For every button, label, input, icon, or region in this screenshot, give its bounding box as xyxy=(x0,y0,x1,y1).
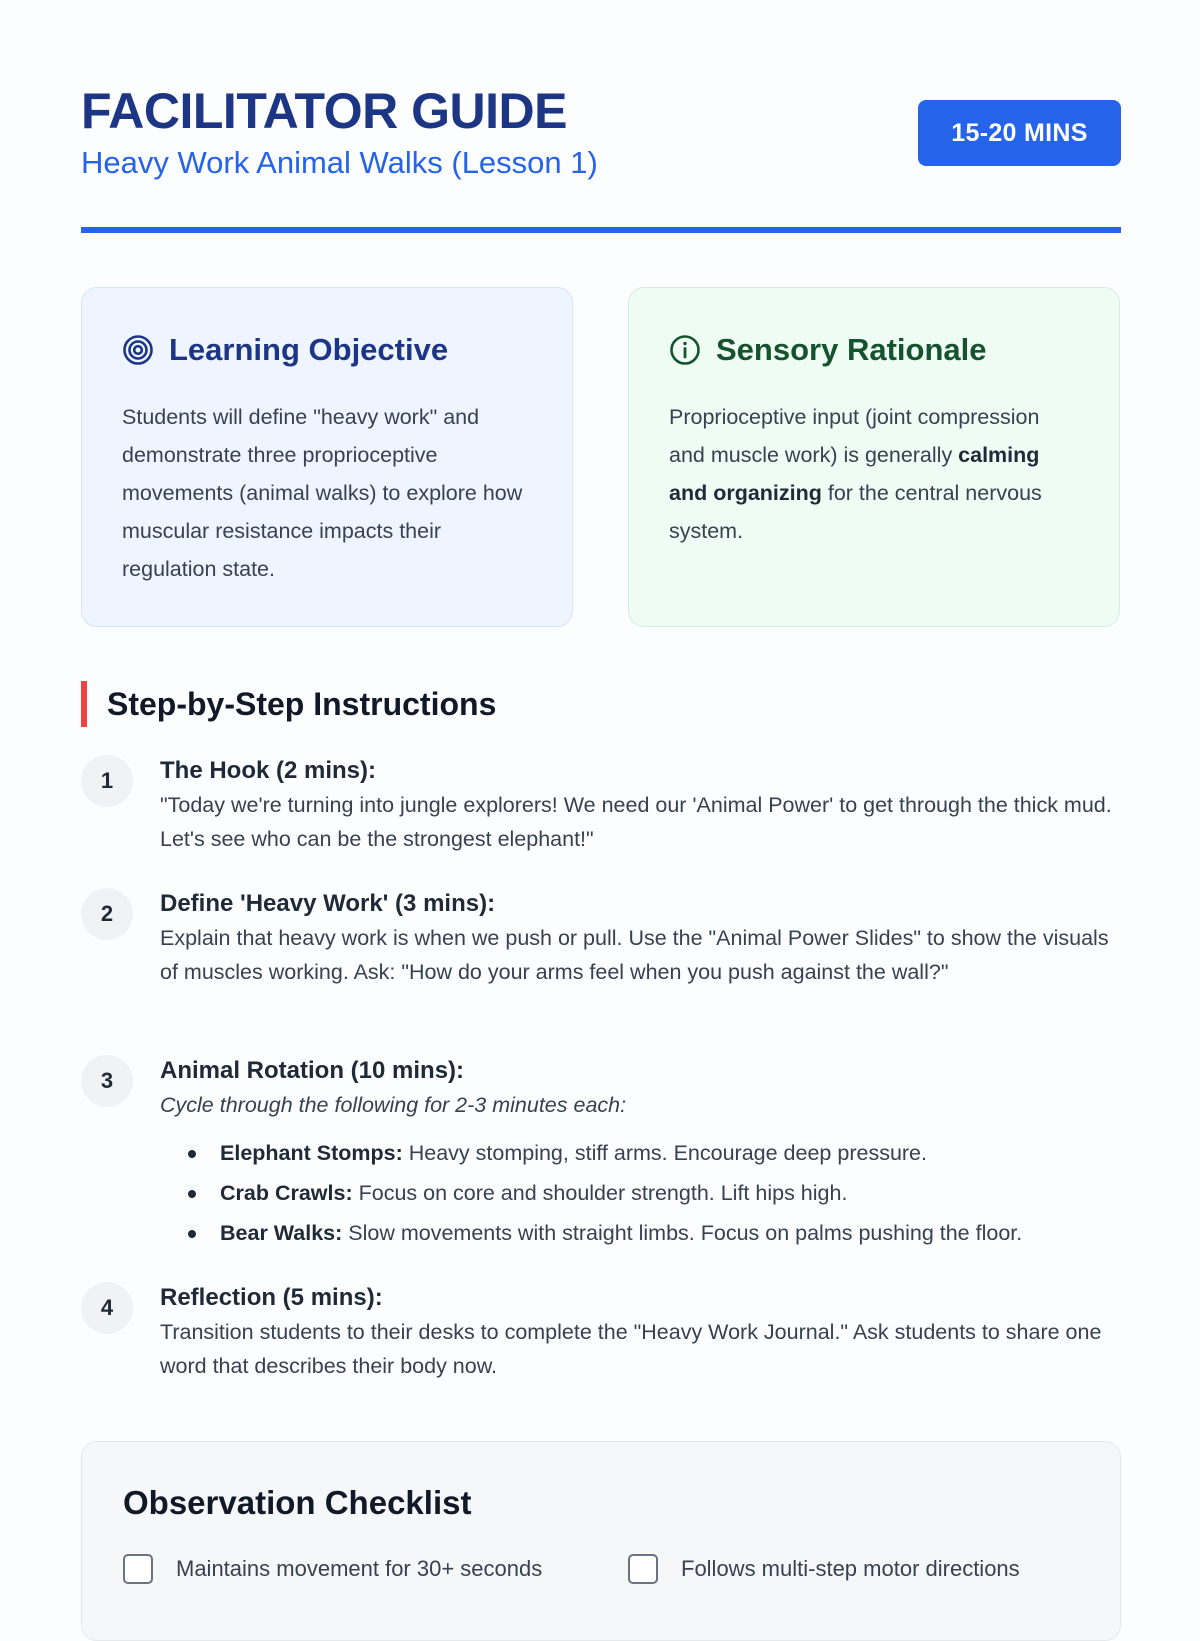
list-item: Bear Walks: Slow movements with straight limbs. Focus on palms pushing the floor. xyxy=(160,1213,1122,1253)
animal-list xyxy=(160,1133,1122,1253)
step-text: "Today we're turning into jungle explorers! We need our 'Animal Power' to get through the thick mud. Let's see who can be the strongest elephant!" xyxy=(160,793,1112,851)
instructions-heading xyxy=(81,681,496,727)
sensory-rationale-card xyxy=(628,287,1120,627)
step-text: Transition students to their desks to complete the "Heavy Work Journal." Ask students to share one word that describes their body now. xyxy=(160,1320,1102,1378)
list-item: Elephant Stomps: Heavy stomping, stiff arms. Encourage deep pressure. xyxy=(160,1133,1122,1173)
duration-badge: 15-20 MINS xyxy=(918,100,1121,166)
page-title: FACILITATOR GUIDE xyxy=(81,83,567,139)
sensory-rationale-title: Sensory Rationale xyxy=(716,332,987,367)
checklist-label: Follows multi-step motor directions xyxy=(681,1556,1020,1581)
checkbox[interactable] xyxy=(123,1554,153,1584)
checklist-item[interactable] xyxy=(628,1554,1020,1584)
checklist-item[interactable] xyxy=(123,1554,542,1584)
info-icon xyxy=(669,334,701,366)
step-title: Define 'Heavy Work' (3 mins): xyxy=(160,890,496,917)
list-item: Crab Crawls: Focus on core and shoulder strength. Lift hips high. xyxy=(160,1173,1122,1213)
step-number: 1 xyxy=(81,755,133,807)
step-title: Animal Rotation (10 mins): xyxy=(160,1057,465,1084)
step-title: Reflection (5 mins): xyxy=(160,1284,383,1311)
emphasis-text: calming and organizing xyxy=(669,443,1040,505)
heading-accent-bar xyxy=(81,681,87,727)
step-text: Cycle through the following for 2-3 minutes each: xyxy=(160,1093,627,1117)
step-text: Explain that heavy work is when we push or pull. Use the "Animal Power Slides" to show the visuals of muscles working. Ask: "How do your arms feel when you push against the wall?" xyxy=(160,926,1109,984)
target-icon xyxy=(122,334,154,366)
learning-objective-card xyxy=(81,287,573,627)
step-number: 3 xyxy=(81,1055,133,1107)
sensory-rationale-text: Proprioceptive input (joint compression and muscle work) is generally calming and organizing for the central nervous system. xyxy=(669,405,1042,543)
instructions-title: Step-by-Step Instructions xyxy=(107,685,497,722)
checklist-title: Observation Checklist xyxy=(123,1484,472,1521)
step-number: 2 xyxy=(81,888,133,940)
step-number: 4 xyxy=(81,1282,133,1334)
observation-checklist xyxy=(81,1441,1121,1641)
learning-objective-title: Learning Objective xyxy=(169,332,449,367)
checklist-label: Maintains movement for 30+ seconds xyxy=(176,1556,543,1581)
lesson-subtitle: Heavy Work Animal Walks (Lesson 1) xyxy=(81,145,598,180)
header xyxy=(81,82,1121,232)
step-title: The Hook (2 mins): xyxy=(160,757,377,784)
header-divider xyxy=(81,227,1121,233)
checkbox[interactable] xyxy=(628,1554,658,1584)
learning-objective-text: Students will define "heavy work" and demonstrate three proprioceptive movements (animal walks) to explore how muscular resistance impacts their regulation state. xyxy=(122,405,523,581)
